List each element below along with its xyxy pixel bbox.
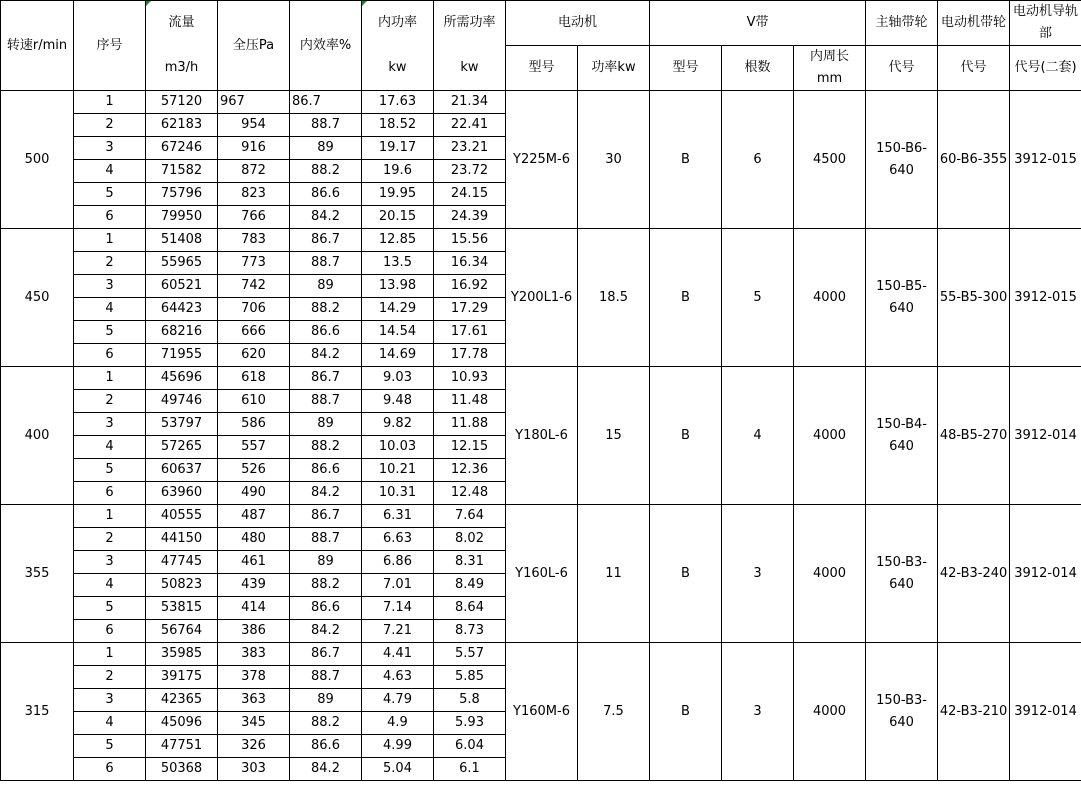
cell-motor-pulley-code: 48-B5-270 — [938, 367, 1010, 505]
cell-flow: 56764 — [146, 620, 218, 643]
cell-speed: 355 — [1, 505, 74, 643]
cell-pressure: 363 — [218, 689, 290, 712]
cell-required-power: 8.31 — [434, 551, 506, 574]
cell-seq: 1 — [74, 91, 146, 114]
cell-required-power: 17.61 — [434, 321, 506, 344]
cell-pressure: 916 — [218, 137, 290, 160]
cell-required-power: 11.88 — [434, 413, 506, 436]
cell-belt-length: 4000 — [794, 505, 866, 643]
cell-efficiency: 89 — [290, 413, 362, 436]
cell-efficiency: 88.7 — [290, 528, 362, 551]
cell-speed: 315 — [1, 643, 74, 781]
cell-seq: 5 — [74, 735, 146, 758]
cell-efficiency: 89 — [290, 137, 362, 160]
cell-motor-rail-code: 3912-014 — [1010, 505, 1081, 643]
cell-seq: 3 — [74, 413, 146, 436]
cell-required-power: 22.41 — [434, 114, 506, 137]
cell-belt-count: 3 — [722, 505, 794, 643]
cell-efficiency: 88.2 — [290, 712, 362, 735]
cell-efficiency: 86.6 — [290, 183, 362, 206]
cell-seq: 5 — [74, 459, 146, 482]
cell-required-power: 5.93 — [434, 712, 506, 735]
cell-required-power: 17.78 — [434, 344, 506, 367]
cell-seq: 2 — [74, 528, 146, 551]
cell-flow: 67246 — [146, 137, 218, 160]
cell-seq: 6 — [74, 344, 146, 367]
cell-main-pulley-code: 150-B4-640 — [866, 367, 938, 505]
header-vbelt: V带 — [650, 1, 866, 46]
cell-efficiency: 86.7 — [290, 367, 362, 390]
cell-belt-model: B — [650, 505, 722, 643]
cell-motor-power: 18.5 — [578, 229, 650, 367]
cell-seq: 6 — [74, 620, 146, 643]
cell-motor-rail-code: 3912-014 — [1010, 643, 1081, 781]
cell-pressure: 618 — [218, 367, 290, 390]
cell-inner-power: 17.63 — [362, 91, 434, 114]
table-row — [1, 505, 1081, 528]
cell-required-power: 24.39 — [434, 206, 506, 229]
cell-efficiency: 86.7 — [290, 505, 362, 528]
cell-required-power: 6.04 — [434, 735, 506, 758]
cell-seq: 4 — [74, 436, 146, 459]
cell-seq: 5 — [74, 183, 146, 206]
cell-belt-length: 4000 — [794, 229, 866, 367]
cell-flow: 63960 — [146, 482, 218, 505]
cell-required-power: 8.49 — [434, 574, 506, 597]
cell-motor-power: 15 — [578, 367, 650, 505]
cell-required-power: 15.56 — [434, 229, 506, 252]
cell-inner-power: 5.04 — [362, 758, 434, 781]
cell-pressure: 742 — [218, 275, 290, 298]
cell-required-power: 24.15 — [434, 183, 506, 206]
header-main-pulley-code: 代号 — [866, 46, 938, 91]
cell-flow: 42365 — [146, 689, 218, 712]
cell-seq: 4 — [74, 712, 146, 735]
cell-motor-model: Y180L-6 — [506, 367, 578, 505]
header-belt-length-label: 内周长 — [810, 49, 850, 64]
cell-belt-model: B — [650, 91, 722, 229]
cell-flow: 53797 — [146, 413, 218, 436]
cell-flow: 60521 — [146, 275, 218, 298]
cell-inner-power: 19.6 — [362, 160, 434, 183]
cell-pressure: 480 — [218, 528, 290, 551]
cell-belt-count: 6 — [722, 91, 794, 229]
cell-belt-count: 4 — [722, 367, 794, 505]
cell-pressure: 326 — [218, 735, 290, 758]
cell-seq: 1 — [74, 367, 146, 390]
cell-pressure: 490 — [218, 482, 290, 505]
cell-seq: 1 — [74, 505, 146, 528]
cell-pressure: 872 — [218, 160, 290, 183]
cell-motor-rail-code: 3912-015 — [1010, 91, 1081, 229]
cell-flow: 53815 — [146, 597, 218, 620]
cell-pressure: 526 — [218, 459, 290, 482]
cell-seq: 5 — [74, 597, 146, 620]
cell-motor-model: Y225M-6 — [506, 91, 578, 229]
cell-inner-power: 13.98 — [362, 275, 434, 298]
cell-efficiency: 88.2 — [290, 298, 362, 321]
header-seq: 序号 — [74, 1, 146, 91]
cell-seq: 5 — [74, 321, 146, 344]
cell-flow: 40555 — [146, 505, 218, 528]
cell-seq: 2 — [74, 114, 146, 137]
cell-flow: 75796 — [146, 183, 218, 206]
cell-flow: 47745 — [146, 551, 218, 574]
cell-efficiency: 84.2 — [290, 758, 362, 781]
cell-required-power: 10.93 — [434, 367, 506, 390]
cell-required-power: 12.48 — [434, 482, 506, 505]
cell-seq: 1 — [74, 229, 146, 252]
header-inner-power-label: 内功率 — [362, 1, 434, 46]
cell-pressure: 823 — [218, 183, 290, 206]
header-motor-pulley: 电动机带轮 — [938, 1, 1010, 46]
header-speed: 转速r/min — [1, 1, 74, 91]
cell-efficiency: 88.7 — [290, 666, 362, 689]
cell-flow: 57120 — [146, 91, 218, 114]
table-row — [1, 229, 1081, 252]
cell-motor-model: Y160L-6 — [506, 505, 578, 643]
cell-inner-power: 6.86 — [362, 551, 434, 574]
cell-pressure: 967 — [218, 91, 290, 114]
cell-efficiency: 84.2 — [290, 482, 362, 505]
cell-seq: 1 — [74, 643, 146, 666]
cell-inner-power: 19.17 — [362, 137, 434, 160]
cell-flow: 35985 — [146, 643, 218, 666]
header-flow-label: 流量 — [146, 1, 218, 46]
cell-speed: 400 — [1, 367, 74, 505]
cell-motor-model: Y160M-6 — [506, 643, 578, 781]
cell-pressure: 766 — [218, 206, 290, 229]
table-row — [1, 643, 1081, 666]
cell-flow: 68216 — [146, 321, 218, 344]
cell-pressure: 386 — [218, 620, 290, 643]
cell-inner-power: 14.29 — [362, 298, 434, 321]
cell-inner-power: 4.99 — [362, 735, 434, 758]
cell-belt-model: B — [650, 367, 722, 505]
cell-efficiency: 86.6 — [290, 735, 362, 758]
cell-efficiency: 89 — [290, 689, 362, 712]
cell-required-power: 21.34 — [434, 91, 506, 114]
cell-required-power: 8.73 — [434, 620, 506, 643]
cell-flow: 45696 — [146, 367, 218, 390]
cell-pressure: 345 — [218, 712, 290, 735]
cell-belt-count: 3 — [722, 643, 794, 781]
cell-main-pulley-code: 150-B3-640 — [866, 643, 938, 781]
cell-required-power: 8.02 — [434, 528, 506, 551]
cell-inner-power: 14.54 — [362, 321, 434, 344]
cell-flow: 47751 — [146, 735, 218, 758]
cell-inner-power: 18.52 — [362, 114, 434, 137]
header-belt-length — [794, 46, 866, 91]
cell-required-power: 17.29 — [434, 298, 506, 321]
cell-efficiency: 89 — [290, 275, 362, 298]
cell-inner-power: 9.48 — [362, 390, 434, 413]
cell-inner-power: 9.03 — [362, 367, 434, 390]
header-efficiency: 内效率% — [290, 1, 362, 91]
cell-motor-model: Y200L1-6 — [506, 229, 578, 367]
cell-inner-power: 7.01 — [362, 574, 434, 597]
cell-efficiency: 89 — [290, 551, 362, 574]
cell-required-power: 23.72 — [434, 160, 506, 183]
cell-motor-pulley-code: 60-B6-355 — [938, 91, 1010, 229]
cell-seq: 2 — [74, 390, 146, 413]
cell-motor-power: 11 — [578, 505, 650, 643]
cell-efficiency: 86.7 — [290, 229, 362, 252]
header-main-pulley: 主轴带轮 — [866, 1, 938, 46]
table-row — [1, 367, 1081, 390]
cell-efficiency: 88.2 — [290, 574, 362, 597]
header-required-power-label: 所需功率 — [434, 1, 506, 46]
cell-motor-power: 30 — [578, 91, 650, 229]
cell-inner-power: 6.31 — [362, 505, 434, 528]
cell-inner-power: 7.14 — [362, 597, 434, 620]
cell-efficiency: 84.2 — [290, 344, 362, 367]
cell-required-power: 8.64 — [434, 597, 506, 620]
cell-speed: 450 — [1, 229, 74, 367]
cell-flow: 62183 — [146, 114, 218, 137]
cell-efficiency: 88.2 — [290, 160, 362, 183]
cell-seq: 2 — [74, 666, 146, 689]
cell-required-power: 7.64 — [434, 505, 506, 528]
cell-required-power: 23.21 — [434, 137, 506, 160]
cell-belt-length: 4000 — [794, 367, 866, 505]
header-row-1 — [1, 1, 1081, 46]
cell-main-pulley-code: 150-B5-640 — [866, 229, 938, 367]
cell-main-pulley-code: 150-B3-640 — [866, 505, 938, 643]
cell-required-power: 12.15 — [434, 436, 506, 459]
header-row-2 — [1, 46, 1081, 91]
cell-inner-power: 6.63 — [362, 528, 434, 551]
cell-seq: 3 — [74, 551, 146, 574]
header-belt-model: 型号 — [650, 46, 722, 91]
cell-belt-length: 4000 — [794, 643, 866, 781]
cell-efficiency: 86.6 — [290, 597, 362, 620]
cell-inner-power: 9.82 — [362, 413, 434, 436]
cell-pressure: 383 — [218, 643, 290, 666]
cell-inner-power: 4.79 — [362, 689, 434, 712]
cell-main-pulley-code: 150-B6-640 — [866, 91, 938, 229]
cell-inner-power: 4.9 — [362, 712, 434, 735]
cell-flow: 45096 — [146, 712, 218, 735]
cell-pressure: 773 — [218, 252, 290, 275]
cell-pressure: 414 — [218, 597, 290, 620]
header-motor-rail-code: 代号(二套) — [1010, 46, 1081, 91]
cell-seq: 2 — [74, 252, 146, 275]
header-motor-power: 功率kw — [578, 46, 650, 91]
cell-required-power: 6.1 — [434, 758, 506, 781]
cell-belt-count: 5 — [722, 229, 794, 367]
cell-flow: 55965 — [146, 252, 218, 275]
header-motor-pulley-code: 代号 — [938, 46, 1010, 91]
cell-required-power: 16.34 — [434, 252, 506, 275]
cell-flow: 71955 — [146, 344, 218, 367]
cell-flow: 50368 — [146, 758, 218, 781]
header-motor-rail: 电动机导轨部 — [1010, 1, 1081, 46]
cell-pressure: 461 — [218, 551, 290, 574]
cell-seq: 4 — [74, 574, 146, 597]
cell-inner-power: 19.95 — [362, 183, 434, 206]
cell-inner-power: 10.31 — [362, 482, 434, 505]
cell-flow: 57265 — [146, 436, 218, 459]
cell-efficiency: 88.7 — [290, 390, 362, 413]
cell-inner-power: 4.41 — [362, 643, 434, 666]
cell-efficiency: 86.7 — [290, 643, 362, 666]
cell-pressure: 610 — [218, 390, 290, 413]
cell-flow: 60637 — [146, 459, 218, 482]
cell-pressure: 557 — [218, 436, 290, 459]
cell-inner-power: 10.21 — [362, 459, 434, 482]
cell-inner-power: 4.63 — [362, 666, 434, 689]
cell-inner-power: 14.69 — [362, 344, 434, 367]
header-flow-unit: m3/h — [146, 46, 218, 91]
cell-seq: 4 — [74, 298, 146, 321]
cell-required-power: 12.36 — [434, 459, 506, 482]
cell-motor-rail-code: 3912-014 — [1010, 367, 1081, 505]
cell-pressure: 303 — [218, 758, 290, 781]
cell-required-power: 16.92 — [434, 275, 506, 298]
cell-seq: 3 — [74, 137, 146, 160]
cell-belt-length: 4500 — [794, 91, 866, 229]
cell-required-power: 5.8 — [434, 689, 506, 712]
cell-flow: 71582 — [146, 160, 218, 183]
cell-flow: 49746 — [146, 390, 218, 413]
cell-seq: 3 — [74, 275, 146, 298]
cell-pressure: 378 — [218, 666, 290, 689]
cell-efficiency: 84.2 — [290, 620, 362, 643]
cell-pressure: 620 — [218, 344, 290, 367]
header-inner-power-unit: kw — [362, 46, 434, 91]
cell-inner-power: 10.03 — [362, 436, 434, 459]
cell-motor-pulley-code: 42-B3-240 — [938, 505, 1010, 643]
cell-flow: 79950 — [146, 206, 218, 229]
header-motor-model: 型号 — [506, 46, 578, 91]
cell-pressure: 706 — [218, 298, 290, 321]
cell-pressure: 954 — [218, 114, 290, 137]
cell-motor-rail-code: 3912-015 — [1010, 229, 1081, 367]
cell-seq: 3 — [74, 689, 146, 712]
cell-pressure: 586 — [218, 413, 290, 436]
cell-flow: 44150 — [146, 528, 218, 551]
header-pressure: 全压Pa — [218, 1, 290, 91]
cell-seq: 6 — [74, 482, 146, 505]
cell-seq: 4 — [74, 160, 146, 183]
cell-inner-power: 7.21 — [362, 620, 434, 643]
cell-belt-model: B — [650, 643, 722, 781]
header-required-power-unit: kw — [434, 46, 506, 91]
cell-inner-power: 20.15 — [362, 206, 434, 229]
cell-pressure: 783 — [218, 229, 290, 252]
cell-inner-power: 13.5 — [362, 252, 434, 275]
cell-efficiency: 84.2 — [290, 206, 362, 229]
cell-motor-pulley-code: 55-B5-300 — [938, 229, 1010, 367]
cell-flow: 39175 — [146, 666, 218, 689]
cell-flow: 51408 — [146, 229, 218, 252]
cell-belt-model: B — [650, 229, 722, 367]
cell-flow: 50823 — [146, 574, 218, 597]
cell-required-power: 5.57 — [434, 643, 506, 666]
cell-efficiency: 88.2 — [290, 436, 362, 459]
cell-pressure: 439 — [218, 574, 290, 597]
cell-efficiency: 86.7 — [290, 91, 362, 114]
header-belt-count: 根数 — [722, 46, 794, 91]
cell-efficiency: 86.6 — [290, 459, 362, 482]
cell-inner-power: 12.85 — [362, 229, 434, 252]
cell-efficiency: 86.6 — [290, 321, 362, 344]
cell-seq: 6 — [74, 206, 146, 229]
cell-motor-power: 7.5 — [578, 643, 650, 781]
cell-pressure: 666 — [218, 321, 290, 344]
cell-speed: 500 — [1, 91, 74, 229]
cell-efficiency: 88.7 — [290, 252, 362, 275]
cell-motor-pulley-code: 42-B3-210 — [938, 643, 1010, 781]
cell-required-power: 5.85 — [434, 666, 506, 689]
cell-seq: 6 — [74, 758, 146, 781]
table-row — [1, 91, 1081, 114]
cell-efficiency: 88.7 — [290, 114, 362, 137]
header-belt-length-unit: mm — [816, 71, 843, 86]
cell-pressure: 487 — [218, 505, 290, 528]
header-motor: 电动机 — [506, 1, 650, 46]
cell-flow: 64423 — [146, 298, 218, 321]
cell-required-power: 11.48 — [434, 390, 506, 413]
